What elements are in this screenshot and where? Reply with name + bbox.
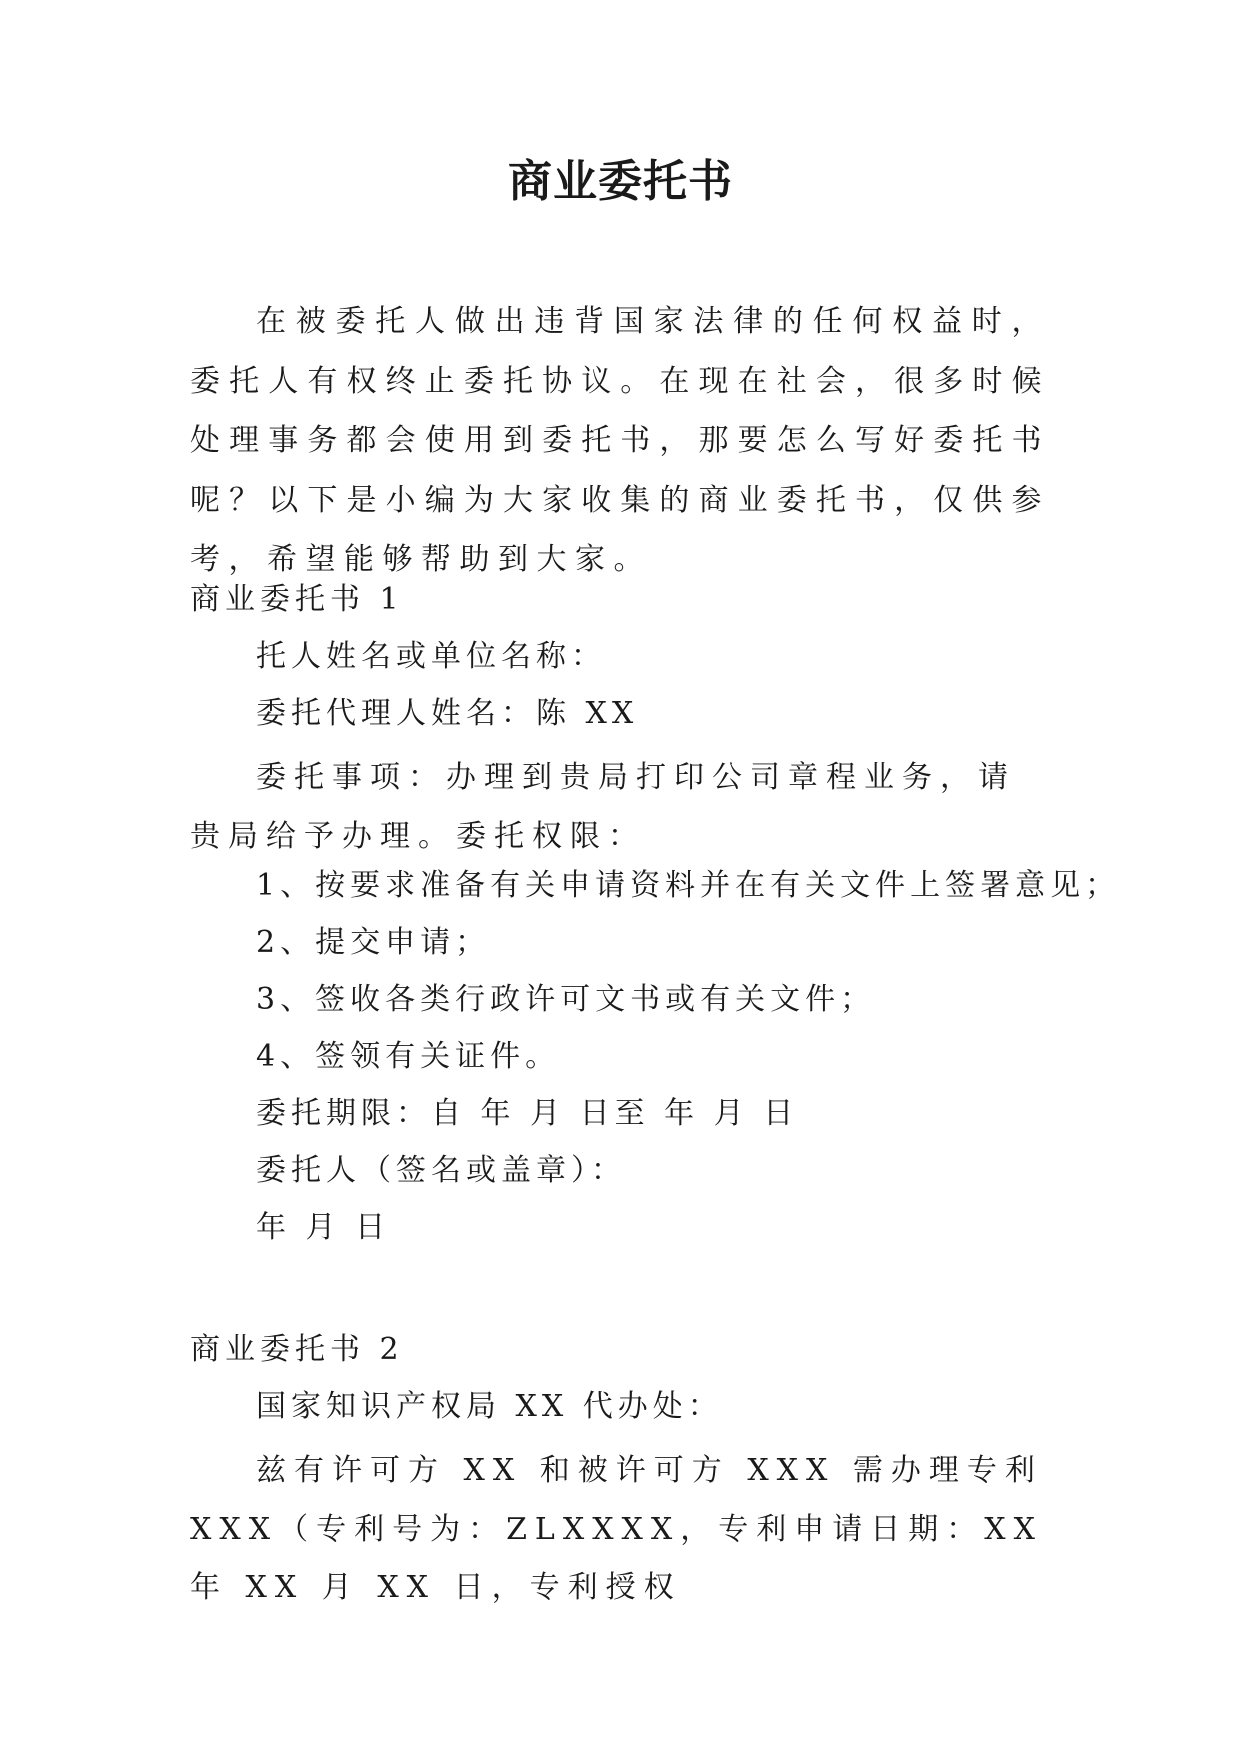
section1-item-1: 1、按要求准备有关申请资料并在有关文件上签署意见； — [256, 868, 1121, 903]
section1-signature: 委托人（签名或盖章）： — [256, 1153, 626, 1188]
document-title: 商业委托书 — [508, 156, 733, 207]
intro-paragraph: 在被委托人做出违背国家法律的任何权益时，委托人有权终止委托协议。在现在社会，很多时候处理事务都会使用到委托书，那要怎么写好委托书呢？以下是小编为大家收集的商业委托书，仅供参考，希望能够帮助到大家。 — [190, 304, 1050, 577]
section1-item-3: 3、签收各类行政许可文书或有关文件； — [256, 982, 876, 1017]
section1-heading: 商业委托书 1 — [190, 582, 404, 617]
section2-heading: 商业委托书 2 — [190, 1332, 404, 1367]
section1-item-4: 4、签领有关证件。 — [256, 1039, 561, 1074]
section2-addressee: 国家知识产权局 XX 代办处： — [256, 1389, 723, 1424]
section1-agent: 委托代理人姓名：陈 XX — [256, 696, 639, 731]
section1-principal: 托人姓名或单位名称： — [256, 639, 606, 674]
section2-body: 兹有许可方 XX 和被许可方 XXX 需办理专利 XXX（专利号为：ZLXXXX，专利申请日期：XX 年 XX 月 XX 日，专利授权 — [190, 1453, 1043, 1605]
section1-matters: 委托事项：办理到贵局打印公司章程业务，请贵局给予办理。委托权限： — [190, 760, 1016, 854]
section1-date: 年 月 日 — [256, 1210, 391, 1245]
section1-period: 委托期限：自 年 月 日至 年 月 日 — [256, 1096, 799, 1131]
section1-item-2: 2、提交申请； — [256, 925, 491, 960]
